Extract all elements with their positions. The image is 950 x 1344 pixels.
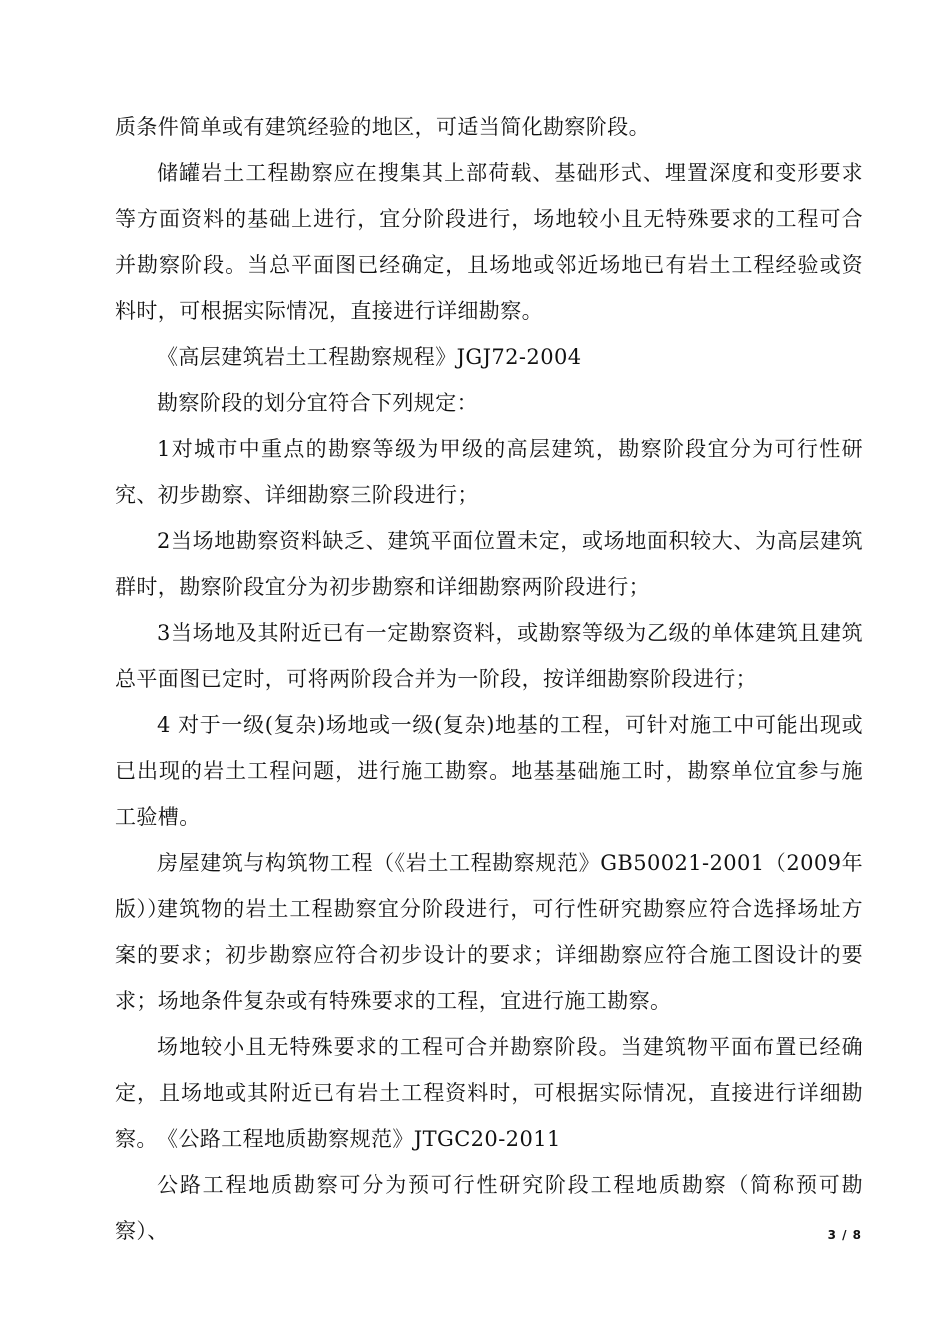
page-number: 3 / 8 <box>827 1228 862 1242</box>
list-item-4: 4 对于一级(复杂)场地或一级(复杂)地基的工程，可针对施工中可能出现或已出现的岩土工程问题，进行施工勘察。地基基础施工时，勘察单位宜参与施工验槽。 <box>115 713 863 829</box>
paragraph-rule-intro: 勘察阶段的划分宜符合下列规定： <box>157 391 478 415</box>
list-item-1: 1对城市中重点的勘察等级为甲级的高层建筑，勘察阶段宜分为可行性研究、初步勘察、详细勘察三阶段进行； <box>115 437 863 507</box>
paragraph-storage-tank: 储罐岩土工程勘察应在搜集其上部荷载、基础形式、埋置深度和变形要求等方面资料的基础上进行，宜分阶段进行，场地较小且无特殊要求的工程可合并勘察阶段。当总平面图已经确定，且场地或邻近场地已有岩土工程经验或资料时，可根据实际情况，直接进行详细勘察。 <box>115 161 863 323</box>
heading-jtgc20: 《公路工程地质勘察规范》JTGC20-2011 <box>157 1127 561 1151</box>
list-item-3: 3当场地及其附近已有一定勘察资料，或勘察等级为乙级的单体建筑且建筑总平面图已定时，可将两阶段合并为一阶段，按详细勘察阶段进行； <box>115 621 863 691</box>
heading-gb50021: 房屋建筑与构筑物工程（《岩土工程勘察规范》GB50021-2001（2009年版）） <box>115 851 863 921</box>
heading-jgj72: 《高层建筑岩土工程勘察规程》JGJ72-2004 <box>157 345 582 369</box>
paragraph-highway-survey: 公路工程地质勘察可分为预可行性研究阶段工程地质勘察（简称预可勘察）、 <box>115 1173 863 1243</box>
paragraph-building-survey: 建筑物的岩土工程勘察宜分阶段进行，可行性研究勘察应符合选择场址方案的要求；初步勘察应符合初步设计的要求；详细勘察应符合施工图设计的要求；场地条件复杂或有特殊要求的工程，宜进行施工勘察。 <box>115 897 863 1013</box>
paragraph-merge-stages: 场地较小且无特殊要求的工程可合并勘察阶段。当建筑物平面布置已经确定，且场地或其附近已有岩土工程资料时，可根据实际情况，直接进行详细勘察。 <box>115 1035 863 1151</box>
list-item-2: 2当场地勘察资料缺乏、建筑平面位置未定，或场地面积较大、为高层建筑群时，勘察阶段宜分为初步勘察和详细勘察两阶段进行； <box>115 529 863 599</box>
paragraph-continuation: 质条件简单或有建筑经验的地区，可适当简化勘察阶段。 <box>115 115 650 139</box>
